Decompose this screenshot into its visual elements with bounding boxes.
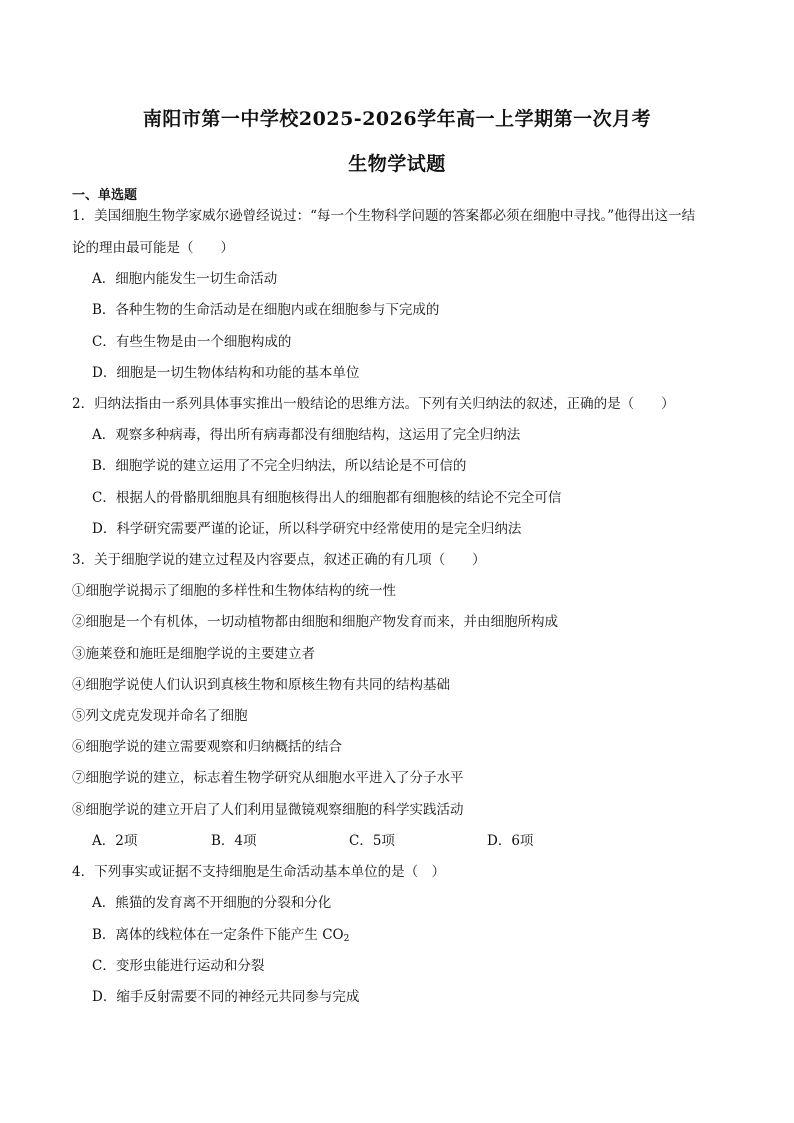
question-3-statement-8: ⑧细胞学说的建立开启了人们利用显微镜观察细胞的科学实践活动	[72, 802, 464, 818]
question-4-option-a: A．熊猫的发育离不开细胞的分裂和分化	[92, 895, 332, 911]
question-3-statement-3: ③施莱登和施旺是细胞学说的主要建立者	[72, 646, 315, 662]
question-3-statement-1: ①细胞学说揭示了细胞的多样性和生物体结构的统一性	[72, 583, 396, 599]
question-3-statement-2: ②细胞是一个有机体，一切动植物都由细胞和细胞产物发育而来，并由细胞所构成	[72, 614, 558, 630]
question-1-option-c: C．有些生物是由一个细胞构成的	[92, 334, 292, 350]
question-2-option-b: B．细胞学说的建立运用了不完全归纳法，所以结论是不可信的	[92, 458, 467, 474]
section-heading: 一、单选题	[72, 188, 138, 203]
question-4-option-c: C．变形虫能进行运动和分裂	[92, 958, 265, 974]
question-2-option-d: D．科学研究需要严谨的论证，所以科学研究中经常使用的是完全归纳法	[92, 521, 522, 537]
question-4-option-b-text: B．离体的线粒体在一定条件下能产生 CO	[92, 927, 344, 943]
question-1-stem-line-2: 论的理由最可能是（ ）	[72, 240, 234, 256]
question-1-option-a: A．细胞内能发生一切生命活动	[92, 271, 278, 287]
question-3-statement-4: ④细胞学说使人们认识到真核生物和原核生物有共同的结构基础	[72, 677, 450, 693]
question-3-option-d: D．6项	[487, 833, 534, 849]
question-1-option-b: B．各种生物的生命活动是在细胞内或在细胞参与下完成的	[92, 302, 440, 318]
exam-subtitle: 生物学试题	[348, 153, 446, 175]
question-4-option-d: D．缩手反射需要不同的神经元共同参与完成	[92, 989, 360, 1005]
question-2-option-c: C．根据人的骨骼肌细胞具有细胞核得出人的细胞都有细胞核的结论不完全可信	[92, 490, 562, 506]
question-3-option-a: A．2项	[92, 833, 138, 849]
question-3-statement-6: ⑥细胞学说的建立需要观察和归纳概括的结合	[72, 739, 342, 755]
question-4-stem: 4．下列事实或证据不支持细胞是生命活动基本单位的是（ ）	[72, 864, 446, 880]
question-2-option-a: A．观察多种病毒，得出所有病毒都没有细胞结构，这运用了完全归纳法	[92, 427, 521, 443]
question-1-option-d: D．细胞是一切生物体结构和功能的基本单位	[92, 365, 360, 381]
question-4-option-b	[92, 926, 349, 948]
question-2-stem: 2．归纳法指由一系列具体事实推出一般结论的思维方法。下列有关归纳法的叙述，正确的是（ ）	[72, 396, 675, 412]
question-3-statement-7: ⑦细胞学说的建立，标志着生物学研究从细胞水平进入了分子水平	[72, 770, 464, 786]
exam-title: 南阳市第一中学校2025-2026学年高一上学期第一次月考	[142, 108, 652, 130]
question-3-option-b: B．4项	[211, 833, 257, 849]
question-3-option-c: C．5项	[349, 833, 395, 849]
co2-subscript: 2	[343, 934, 350, 944]
question-3-statement-5: ⑤列文虎克发现并命名了细胞	[72, 708, 248, 724]
question-3-stem: 3．关于细胞学说的建立过程及内容要点，叙述正确的有几项（ ）	[72, 552, 486, 568]
question-1-stem-line-1: 1．美国细胞生物学家威尔逊曾经说过：“每一个生物科学问题的答案都必须在细胞中寻找。”他得出这一结	[72, 208, 696, 224]
